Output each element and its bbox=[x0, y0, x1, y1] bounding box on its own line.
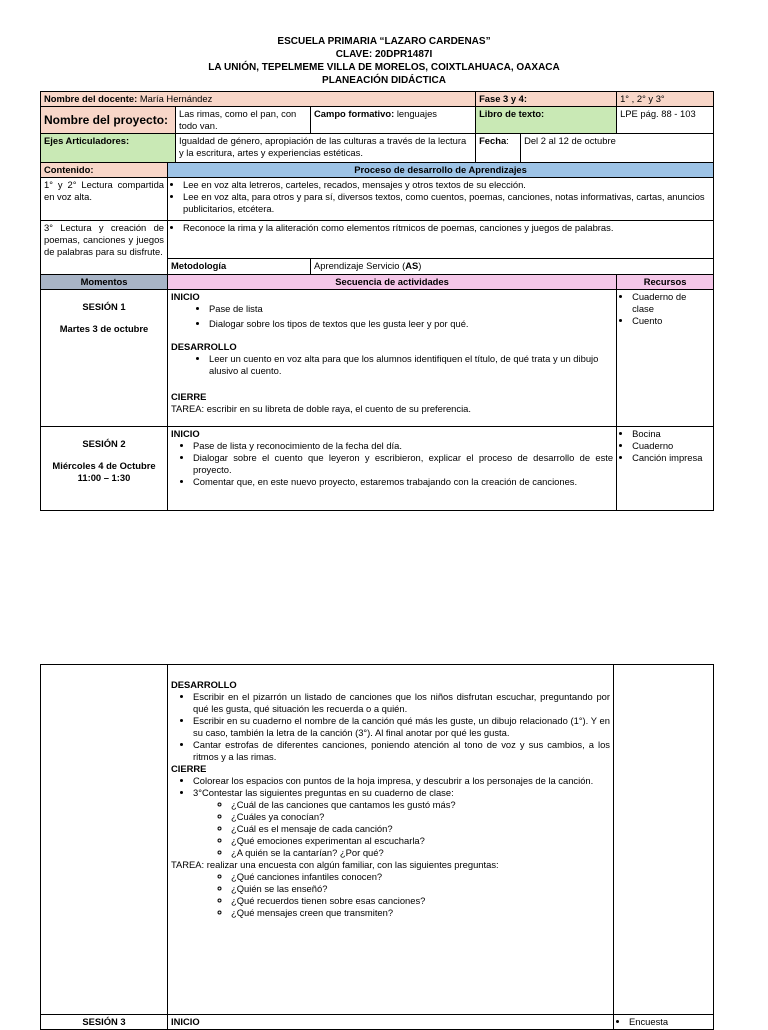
session-2-title: SESIÓN 2 bbox=[82, 438, 126, 449]
list-item: • Comentar que, en este nuevo proyecto, estaremos trabajando con la creación de canciones. bbox=[193, 476, 613, 488]
content-1: 1° y 2° Lectura compartida en voz alta. bbox=[41, 178, 168, 221]
list-item: • Cuaderno de clase bbox=[632, 291, 710, 315]
document-title: PLANEACIÓN DIDÁCTICA bbox=[322, 75, 446, 86]
date-label-cell bbox=[476, 134, 521, 163]
inicio-heading: INICIO bbox=[171, 291, 200, 302]
content-label: Contenido: bbox=[41, 163, 168, 178]
session-2-moment-cont bbox=[41, 665, 168, 1015]
list-item: • Dialogar sobre los tipos de textos que les gusta leer y por qué. bbox=[209, 318, 613, 330]
session-2-sequence bbox=[168, 427, 617, 511]
school-key: CLAVE: 20DPR1487I bbox=[335, 49, 433, 60]
session-2-date: Miércoles 4 de Octubre bbox=[52, 460, 156, 471]
campo-cell bbox=[311, 107, 476, 134]
col-momentos: Momentos bbox=[41, 275, 168, 290]
survey-item: ◦ ¿Qué canciones infantiles conocen? bbox=[231, 871, 610, 883]
list-item: • Escribir en el pizarrón un listado de canciones que los niños disfrutan escuchar, preguntando por qué les gusta, qué situación les recuerda o a quién. bbox=[193, 691, 610, 715]
planning-table-page1 bbox=[40, 91, 714, 511]
homework: TAREA: realizar una encuesta con algún familiar, con las siguientes preguntas: bbox=[171, 859, 499, 870]
textbook-label: Libro de texto: bbox=[476, 107, 617, 134]
phase-label: Fase 3 y 4: bbox=[476, 92, 617, 107]
teacher-cell bbox=[41, 92, 476, 107]
col-recursos: Recursos bbox=[617, 275, 714, 290]
school-name: ESCUELA PRIMARIA “LAZARO CARDENAS” bbox=[277, 36, 491, 47]
grades-value: 1° , 2° y 3° bbox=[617, 92, 714, 107]
session-2-sequence-cont bbox=[168, 665, 614, 1015]
homework: TAREA: escribir en su libreta de doble raya, el cuento de su preferencia. bbox=[171, 403, 471, 414]
textbook-value: LPE pág. 88 - 103 bbox=[617, 107, 714, 134]
col-secuencia: Secuencia de actividades bbox=[168, 275, 617, 290]
session-2-resources-cont bbox=[614, 665, 714, 1015]
list-item: • Leer un cuento en voz alta para que los alumnos identifiquen el título, de qué trata y un dibujo alusivo al cuento. bbox=[209, 353, 613, 377]
session-1-sequence bbox=[168, 290, 617, 427]
inicio-heading: INICIO bbox=[171, 428, 200, 439]
desarrollo-heading: DESARROLLO bbox=[171, 679, 237, 690]
list-item: • Cantar estrofas de diferentes canciones, poniendo atención al tono de voz y sus cambios, a los ritmos y a las rimas. bbox=[193, 739, 610, 763]
list-item: • Encuesta bbox=[629, 1016, 710, 1028]
date-colon: : bbox=[506, 135, 509, 146]
date-label: Fecha bbox=[479, 135, 507, 146]
session-1-resources bbox=[617, 290, 714, 427]
planning-table-page2 bbox=[40, 664, 714, 1030]
list-item: • Escribir en su cuaderno el nombre de la canción qué más les guste, un dibujo relacionado (1°). Y en su caso, también la letra de la canción (3°). Al final anotar por qué les gusta. bbox=[193, 715, 610, 739]
methodology-label: Metodología bbox=[168, 259, 311, 275]
axes-value: Igualdad de género, apropiación de las culturas a través de la lectura y la escritura, artes y experiencias estéticas. bbox=[176, 134, 476, 163]
survey-item: ◦ ¿Qué mensajes creen que transmiten? bbox=[231, 907, 610, 919]
list-item: • Lee en voz alta, para otros y para sí, diversos textos, como cuentos, poemas, canciones, notas informativas, cartas, anuncios publicitarios, etcétera. bbox=[183, 191, 710, 215]
axes-label: Ejes Articuladores: bbox=[41, 134, 176, 163]
list-item: • Dialogar sobre el cuento que leyeron y escribieron, explicar el proceso de desarrollo de este proyecto. bbox=[193, 452, 613, 476]
process-label: Proceso de desarrollo de Aprendizajes bbox=[168, 163, 714, 178]
campo-value: lenguajes bbox=[396, 108, 437, 119]
content-1-items bbox=[168, 178, 714, 221]
list-item: • Cuento bbox=[632, 315, 710, 327]
session-1-moment bbox=[41, 290, 168, 427]
document-header bbox=[0, 35, 768, 87]
teacher-value: María Hernández bbox=[139, 93, 213, 104]
cierre-heading: CIERRE bbox=[171, 763, 207, 774]
question-item: ◦ ¿Qué emociones experimentan al escucharla? bbox=[231, 835, 610, 847]
inicio-heading: INICIO bbox=[168, 1015, 614, 1030]
desarrollo-heading: DESARROLLO bbox=[171, 341, 237, 352]
list-item: • Lee en voz alta letreros, carteles, recados, mensajes y otros textos de su elección. bbox=[183, 179, 710, 191]
teacher-label: Nombre del docente: bbox=[44, 93, 138, 104]
list-item: • Cuaderno bbox=[632, 440, 710, 452]
survey-item: ◦ ¿Quién se las enseñó? bbox=[231, 883, 610, 895]
school-address: LA UNIÓN, TEPELMEME VILLA DE MORELOS, COIXTLAHUACA, OAXACA bbox=[208, 62, 560, 73]
list-item: • Colorear los espacios con puntos de la hoja impresa, y descubrir a los personajes de la canción. bbox=[193, 775, 610, 787]
question-item: ◦ ¿Cuál de las canciones que cantamos les gustó más? bbox=[231, 799, 610, 811]
list-item: • Canción impresa bbox=[632, 452, 710, 464]
session-2-resources bbox=[617, 427, 714, 511]
session-2-moment bbox=[41, 427, 168, 511]
session-1-date: Martes 3 de octubre bbox=[59, 323, 149, 334]
question-item: ◦ ¿Cuáles ya conocían? bbox=[231, 811, 610, 823]
date-value: Del 2 al 12 de octubre bbox=[521, 134, 714, 163]
content-2-items bbox=[168, 221, 714, 259]
list-item: • Pase de lista y reconocimiento de la fecha del día. bbox=[193, 440, 613, 452]
list-item: • Reconoce la rima y la aliteración como elementos rítmicos de poemas, canciones y juegos de palabras. bbox=[183, 222, 710, 234]
project-value: Las rimas, como el pan, con todo van. bbox=[176, 107, 311, 134]
survey-item: ◦ ¿Qué recuerdos tienen sobre esas canciones? bbox=[231, 895, 610, 907]
question-item: ◦ ¿Cuál es el mensaje de cada canción? bbox=[231, 823, 610, 835]
session-2-time: 11:00 – 1:30 bbox=[77, 472, 131, 483]
content-2: 3° Lectura y creación de poemas, canciones y juegos de palabras para su disfrute. bbox=[41, 221, 168, 275]
cierre-heading: CIERRE bbox=[171, 391, 207, 402]
list-item: • 3°Contestar las siguientes preguntas en su cuaderno de clase: bbox=[193, 787, 610, 799]
project-label: Nombre del proyecto: bbox=[41, 107, 176, 134]
campo-label: Campo formativo: bbox=[314, 108, 395, 119]
list-item: • Pase de lista bbox=[209, 303, 613, 315]
session-1-title: SESIÓN 1 bbox=[82, 301, 126, 312]
question-item: ◦ ¿A quién se la cantarían? ¿Por qué? bbox=[231, 847, 610, 859]
session-3-resources bbox=[614, 1015, 714, 1030]
methodology-value: Aprendizaje Servicio (AS) bbox=[311, 259, 714, 275]
session-3-title: SESIÓN 3 bbox=[41, 1015, 168, 1030]
list-item: • Bocina bbox=[632, 428, 710, 440]
